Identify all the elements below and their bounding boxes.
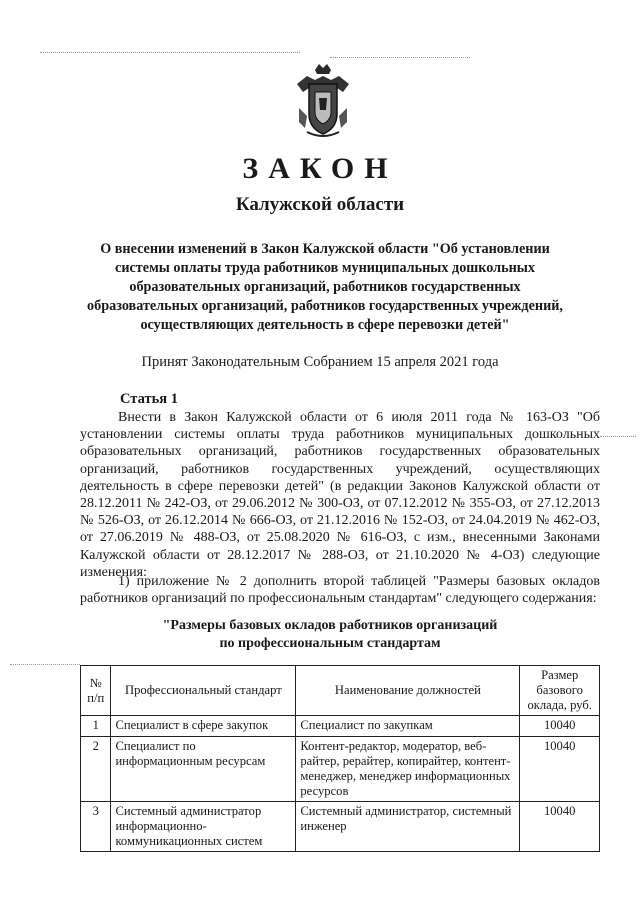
- table-header-row: [81, 666, 600, 716]
- cell-positions: Контент-редактор, модератор, веб-райтер, рерайтер, копирайтер, контент-менеджер, менеджер информационных ресурсов: [296, 737, 520, 802]
- cell-salary: 10040: [520, 716, 600, 737]
- header-standard: Профессиональный стандарт: [111, 666, 296, 716]
- header-num: № п/п: [81, 666, 111, 716]
- salary-table: [80, 665, 600, 852]
- cell-standard: Специалист в сфере закупок: [111, 716, 296, 737]
- cell-num: 1: [81, 716, 111, 737]
- cell-salary: 10040: [520, 802, 600, 852]
- scan-artifact-line: [330, 57, 470, 58]
- document-region: Калужской области: [235, 194, 405, 215]
- cell-salary: 10040: [520, 737, 600, 802]
- scan-artifact-line: [10, 664, 80, 665]
- table-row: [81, 737, 600, 802]
- item-1-text: 1) приложение № 2 дополнить второй таблицей "Размеры базовых окладов работников организаций по профессиональным стандартам" следующего содержания:: [80, 574, 600, 607]
- header-salary: Размер базового оклада, руб.: [520, 666, 600, 716]
- cell-num: 2: [81, 737, 111, 802]
- scan-artifact-line: [40, 52, 300, 53]
- table-title: [150, 617, 510, 653]
- article-text: Внести в Закон Калужской области от 6 июля 2011 года № 163-ОЗ "Об установлении системы оплаты труда работников муниципальных дошкольных образовательных организаций, работников государственных образовательных организаций, работников государственных учреждений, осуществляющих деятельность в сфере перевозки детей" (в редакции Законов Калужской области от 28.12.2011 № 242-ОЗ, от 29.06.2012 № 300-ОЗ, от 07.12.2012 № 355-ОЗ, от 27.12.2013 № 526-ОЗ, от 26.12.2014 № 666-ОЗ, от 21.12.2016 № 152-ОЗ, от 24.04.2019 № 462-ОЗ, от 27.06.2019 № 488-ОЗ, от 25.08.2020 № 616-ОЗ, с изм., внесенными Законами Калужской области от 28.12.2017 № 288-ОЗ, от 21.10.2020 № 4-ОЗ) следующие изменения:: [80, 410, 600, 580]
- cell-positions: Системный администратор, системный инженер: [296, 802, 520, 852]
- cell-positions: Специалист по закупкам: [296, 716, 520, 737]
- table-title-line: "Размеры базовых окладов работников организаций: [162, 618, 498, 633]
- table-row: [81, 802, 600, 852]
- scan-artifact-line: [600, 436, 636, 437]
- table-title-line: по профессиональным стандартам: [219, 636, 441, 651]
- cell-standard: Специалист по информационным ресурсам: [111, 737, 296, 802]
- article-title: Статья 1: [120, 391, 178, 407]
- document-heading: О внесении изменений в Закон Калужской области "Об установлении системы оплаты труда работников муниципальных дошкольных образовательных организаций, работников государственных образовательных организаций, работников государственных учреждений, осуществляющих деятельность в сфере перевозки детей": [87, 241, 563, 333]
- cell-standard: Системный администратор информационно-коммуникационных систем: [111, 802, 296, 852]
- table-row: [81, 716, 600, 737]
- document-title: ЗАКОН: [242, 152, 398, 185]
- header-positions: Наименование должностей: [296, 666, 520, 716]
- cell-num: 3: [81, 802, 111, 852]
- adoption-line: Принят Законодательным Собранием 15 апреля 2021 года: [141, 354, 499, 370]
- coat-of-arms-icon: [293, 62, 353, 142]
